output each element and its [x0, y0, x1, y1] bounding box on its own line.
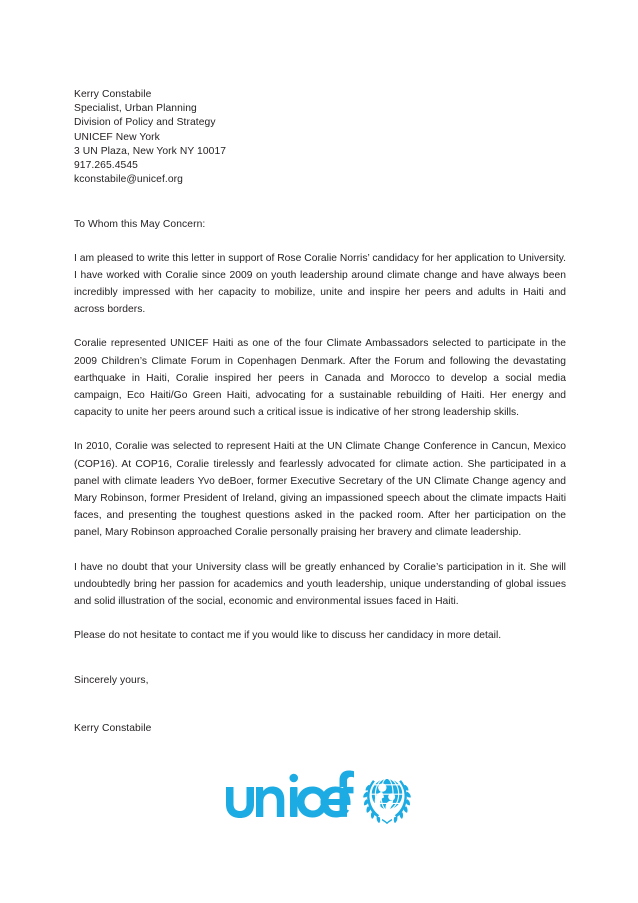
unicef-logo [0, 760, 638, 832]
sender-office: UNICEF New York [74, 131, 160, 143]
body-paragraph-1: I am pleased to write this letter in support of Rose Coralie Norris’ candidacy for her application to University. I have worked with Coralie since 2009 on youth leadership around climate change and have always been incredibly impressed with her capacity to mobilize, unite and inspire her peers and adults in Haiti and across borders. [74, 252, 566, 316]
un-emblem-icon [359, 768, 415, 824]
sender-phone: 917.265.4545 [74, 160, 138, 172]
body-paragraph-4: I have no doubt that your University class will be greatly enhanced by Coralie’s participation in it. She will undoubtedly bring her passion for academics and youth leadership, unique understanding of global issues and solid illustration of the social, economic and environmental issues faced in Haiti. [74, 561, 566, 608]
sender-address-block [74, 88, 566, 187]
unicef-wordmark [223, 770, 355, 822]
body-paragraph-5: Please do not hesitate to contact me if you would like to discuss her candidacy in more detail. [74, 630, 502, 642]
sender-name: Kerry Constabile [74, 89, 152, 100]
body-paragraph-3: In 2010, Coralie was selected to represent Haiti at the UN Climate Change Conference in Cancun, Mexico (COP16). At COP16, Coralie tirelessly and fearlessly advocated for climate action. She participated in a panel with climate leaders Yvo deBoer, former Executive Secretary of the UN Climate Change agency and Mary Robinson, former President of Ireland, giving an impassioned speech about the climate impacts Haiti faces, and presenting the toughest questions asked in the packed room. After her participation on the panel, Mary Robinson approached Coralie personally praising her bravery and climate leadership. [74, 441, 566, 539]
sender-email: kconstabile@unicef.org [74, 174, 183, 186]
salutation: To Whom this May Concern: [74, 219, 206, 231]
closing-salutation: Sincerely yours, [74, 675, 149, 687]
body-paragraph-2: Coralie represented UNICEF Haiti as one of the four Climate Ambassadors selected to participate in the 2009 Children’s Climate Forum in Copenhagen Denmark. After the Forum and following the devastating earthquake in Haiti, Coralie inspired her peers in Canada and Morocco to develop a social media campaign, Eco Haiti/Go Green Haiti, advocating for a sustainable rebuilding of Haiti. Her energy and capacity to unite her peers around such a critical issue is indicative of her strong leadership skills. [74, 338, 566, 419]
letter-body [74, 88, 566, 736]
sender-division: Division of Policy and Strategy [74, 117, 216, 129]
signature-name: Kerry Constabile [74, 722, 152, 734]
sender-address: 3 UN Plaza, New York NY 10017 [74, 145, 227, 157]
sender-title: Specialist, Urban Planning [74, 103, 197, 115]
